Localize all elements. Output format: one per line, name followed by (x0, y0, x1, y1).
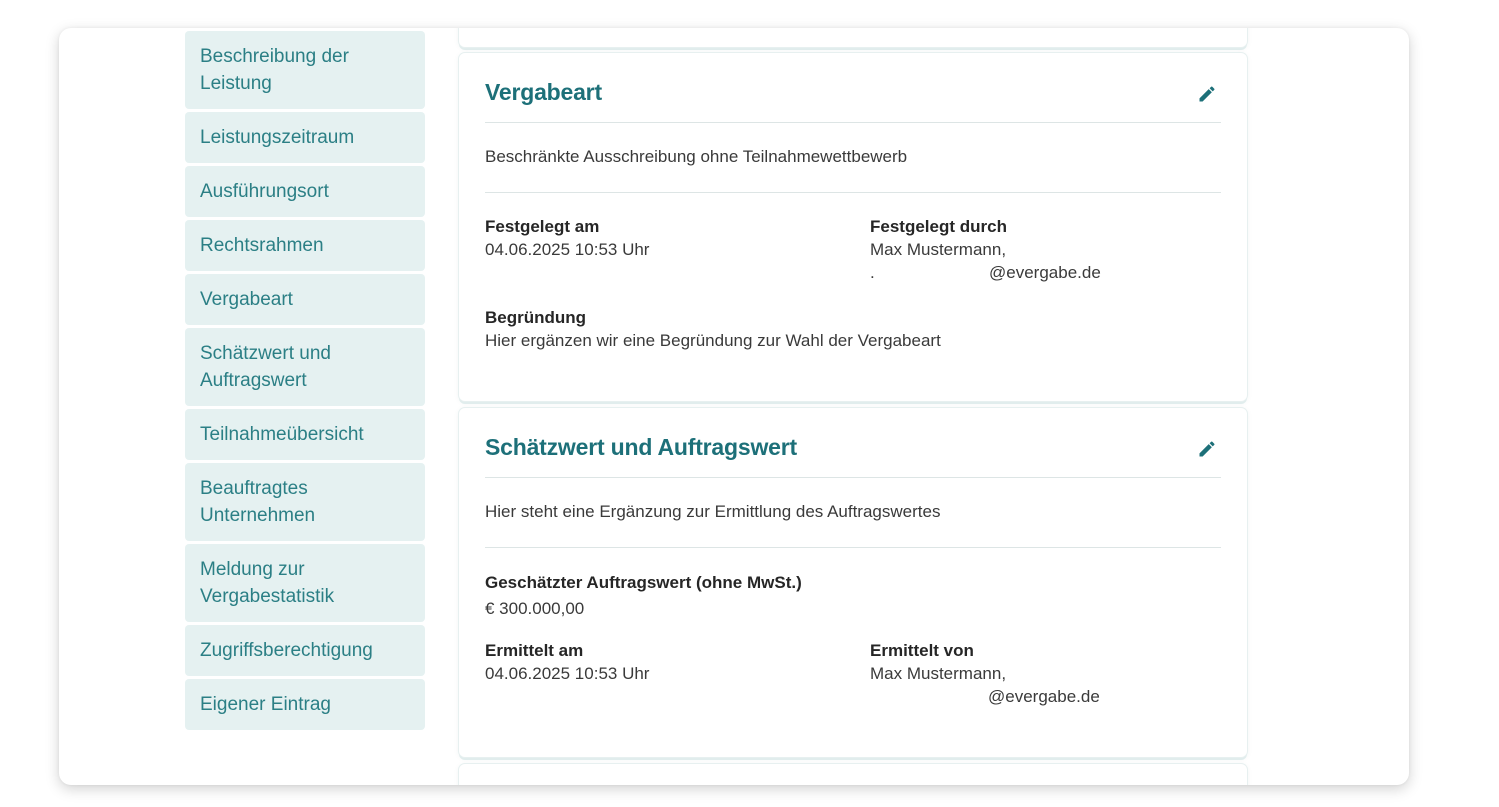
ermittelt-von-field (870, 639, 1230, 708)
sidebar-item-beauftragtes-unternehmen[interactable] (185, 463, 425, 541)
pencil-icon[interactable] (1197, 84, 1217, 104)
previous-card (459, 28, 1247, 47)
card-header (485, 53, 1221, 123)
card-description: Beschränkte Ausschreibung ohne Teilnahmewettbewerb (485, 123, 1221, 193)
schaetzwert-card (459, 408, 1247, 757)
card-body (485, 53, 1221, 350)
vergabeart-card (459, 53, 1247, 401)
sidebar-item-label: Zugriffsberechtigung (200, 640, 373, 661)
sidebar-item-zugriffsberechtigung[interactable] (185, 625, 425, 676)
begruendung-field (485, 306, 941, 352)
field-label: Ermittelt von (870, 641, 974, 660)
email-value (870, 261, 1230, 284)
sidebar-item-label: Teilnahmeübersicht (200, 424, 364, 445)
geschaetzter-auftragswert-field (485, 571, 802, 620)
field-label: Geschätzter Auftragswert (ohne MwSt.) (485, 573, 802, 592)
field-value: 04.06.2025 10:53 Uhr (485, 664, 650, 683)
sidebar-item-vergabeart[interactable] (185, 274, 425, 325)
field-value: 04.06.2025 10:53 Uhr (485, 240, 650, 259)
card-body (485, 408, 1221, 706)
field-label: Festgelegt durch (870, 217, 1007, 236)
sidebar-item-leistungszeitraum[interactable] (185, 112, 425, 163)
field-label: Festgelegt am (485, 217, 600, 236)
field-label: Begründung (485, 308, 587, 327)
sidebar-item-label: Beauftragtes Unternehmen (200, 478, 316, 526)
sidebar-item-label: Meldung zur Vergabestatistik (200, 559, 335, 607)
field-value: Hier ergänzen wir eine Begründung zur Wahl der Vergabeart (485, 331, 941, 350)
next-card (459, 764, 1247, 785)
sidebar-item-label: Ausführungsort (200, 181, 329, 202)
sidebar-item-teilnahmeuebersicht[interactable] (185, 409, 425, 460)
field-value: Max Mustermann, (870, 664, 1007, 683)
card-title: Vergabeart (485, 79, 602, 105)
sidebar-item-label: Eigener Eintrag (200, 694, 331, 715)
field-value: € 300.000,00 (485, 599, 585, 618)
card-header (485, 408, 1221, 478)
email-domain: @evergabe.de (989, 263, 1101, 282)
pencil-icon[interactable] (1197, 439, 1217, 459)
email-prefix: . (870, 263, 875, 282)
sidebar-item-ausfuehrungsort[interactable] (185, 166, 425, 217)
email-value (870, 685, 1230, 708)
sidebar-item-label: Rechtsrahmen (200, 235, 324, 256)
sidebar-nav (185, 31, 425, 733)
card-title: Schätzwert und Auftragswert (485, 434, 797, 460)
email-domain: @evergabe.de (988, 687, 1100, 706)
sidebar-item-eigener-eintrag[interactable] (185, 679, 425, 730)
sidebar-item-rechtsrahmen[interactable] (185, 220, 425, 271)
sidebar-item-vergabestatistik[interactable] (185, 544, 425, 622)
sidebar-item-label: Beschreibung der Leistung (200, 46, 349, 94)
field-label: Ermittelt am (485, 641, 584, 660)
sidebar-item-label: Schätzwert und Auftragswert (200, 343, 331, 391)
card-description: Hier steht eine Ergänzung zur Ermittlung des Auftragswertes (485, 478, 1221, 548)
field-value: Max Mustermann, (870, 240, 1007, 259)
ermittelt-am-field (485, 639, 649, 685)
festgelegt-am-field (485, 215, 649, 261)
sidebar-item-beschreibung-der-leistung[interactable] (185, 31, 425, 109)
sidebar-item-schaetzwert[interactable] (185, 328, 425, 406)
sidebar-item-label: Vergabeart (200, 289, 293, 310)
festgelegt-durch-field (870, 215, 1230, 284)
sidebar-item-label: Leistungszeitraum (200, 127, 355, 148)
app-window (59, 28, 1409, 785)
